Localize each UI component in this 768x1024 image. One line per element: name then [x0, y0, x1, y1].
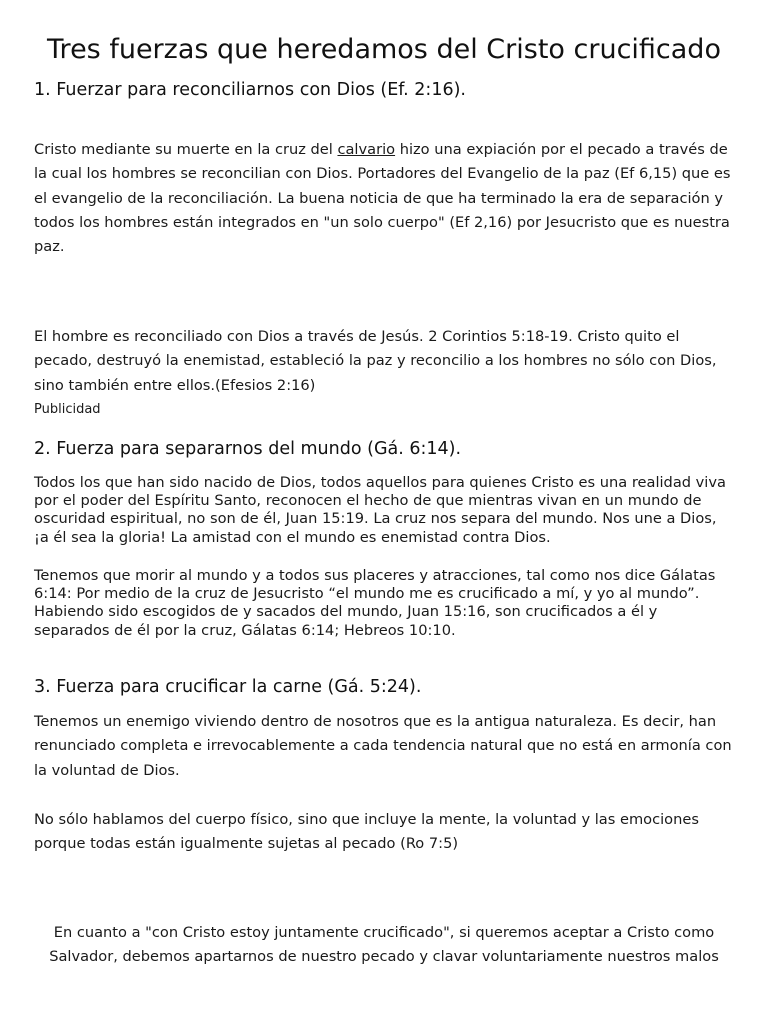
section-1-paragraph-2: El hombre es reconciliado con Dios a través de Jesús. 2 Corintios 5:18-19. Cristo quito el pecado, destruyó la enemistad, estableció la paz y reconcilio a los hombres no sólo con Dios, sino también entre ellos.(Efesios 2:16): [34, 328, 717, 394]
closing-paragraph: [34, 921, 734, 970]
section-3-heading: 3. Fuerza para crucificar la carne (Gá. 5:24).: [34, 677, 422, 697]
closing-line-2: Salvador, debemos apartarnos de nuestro pecado y clavar voluntariamente nuestros malos: [49, 948, 719, 966]
section-1-heading: 1. Fuerzar para reconciliarnos con Dios (Ef. 2:16).: [34, 80, 466, 100]
page-title: Tres fuerzas que heredamos del Cristo crucificado: [47, 34, 721, 65]
ad-label: Publicidad: [34, 402, 101, 417]
closing-line-1: En cuanto a "con Cristo estoy juntamente crucificado", si queremos aceptar a Cristo como: [53, 924, 715, 941]
section-1-paragraph-1: [34, 138, 734, 259]
section-2-paragraph-2: Tenemos que morir al mundo y a todos sus placeres y atracciones, tal como nos dice Gálatas 6:14: Por medio de la cruz de Jesucristo “el mundo me es crucificado a mí, y yo al mundo”. Habiendo sido escogidos de y sacados del mundo, Juan 15:16, son crucificados a él y separados de él por la cruz, Gálatas 6:14; Hebreos 10:10.: [34, 567, 716, 639]
section-3-paragraph-2: No sólo hablamos del cuerpo físico, sino que incluye la mente, la voluntad y las emociones porque todas están igualmente sujetas al pecado (Ro 7:5): [34, 811, 699, 853]
section-3-paragraph-1: Tenemos un enemigo viviendo dentro de nosotros que es la antigua naturaleza. Es decir, han renunciado completa e irrevocablemente a cada tendencia natural que no está en armonía con la voluntad de Dios.: [34, 713, 732, 779]
paragraph-text-end: hizo una expiación por el pecado a través de la cual los hombres se reconcilian con Dios. Portadores del Evangelio de la paz (Ef 6,15) que es el evangelio de la reconciliación. La buena noticia de que ha terminado la era de separación y todos los hombres están integrados en "un solo cuerpo" (Ef 2,16) por Jesucristo que es nuestra paz.: [34, 141, 731, 256]
calvario-link[interactable]: calvario: [337, 141, 396, 158]
section-2-paragraph-1: Todos los que han sido nacido de Dios, todos aquellos para quienes Cristo es una realidad viva por el poder del Espíritu Santo, reconocen el hecho de que mientras vivan en un mundo de oscuridad espiritual, no son de él, Juan 15:19. La cruz nos separa del mundo. Nos une a Dios, ¡a él sea la gloria! La amistad con el mundo es enemistad contra Dios.: [34, 474, 726, 546]
paragraph-text-start: Cristo mediante su muerte en la cruz del: [34, 141, 338, 158]
section-2-heading: 2. Fuerza para separarnos del mundo (Gá. 6:14).: [34, 439, 462, 459]
